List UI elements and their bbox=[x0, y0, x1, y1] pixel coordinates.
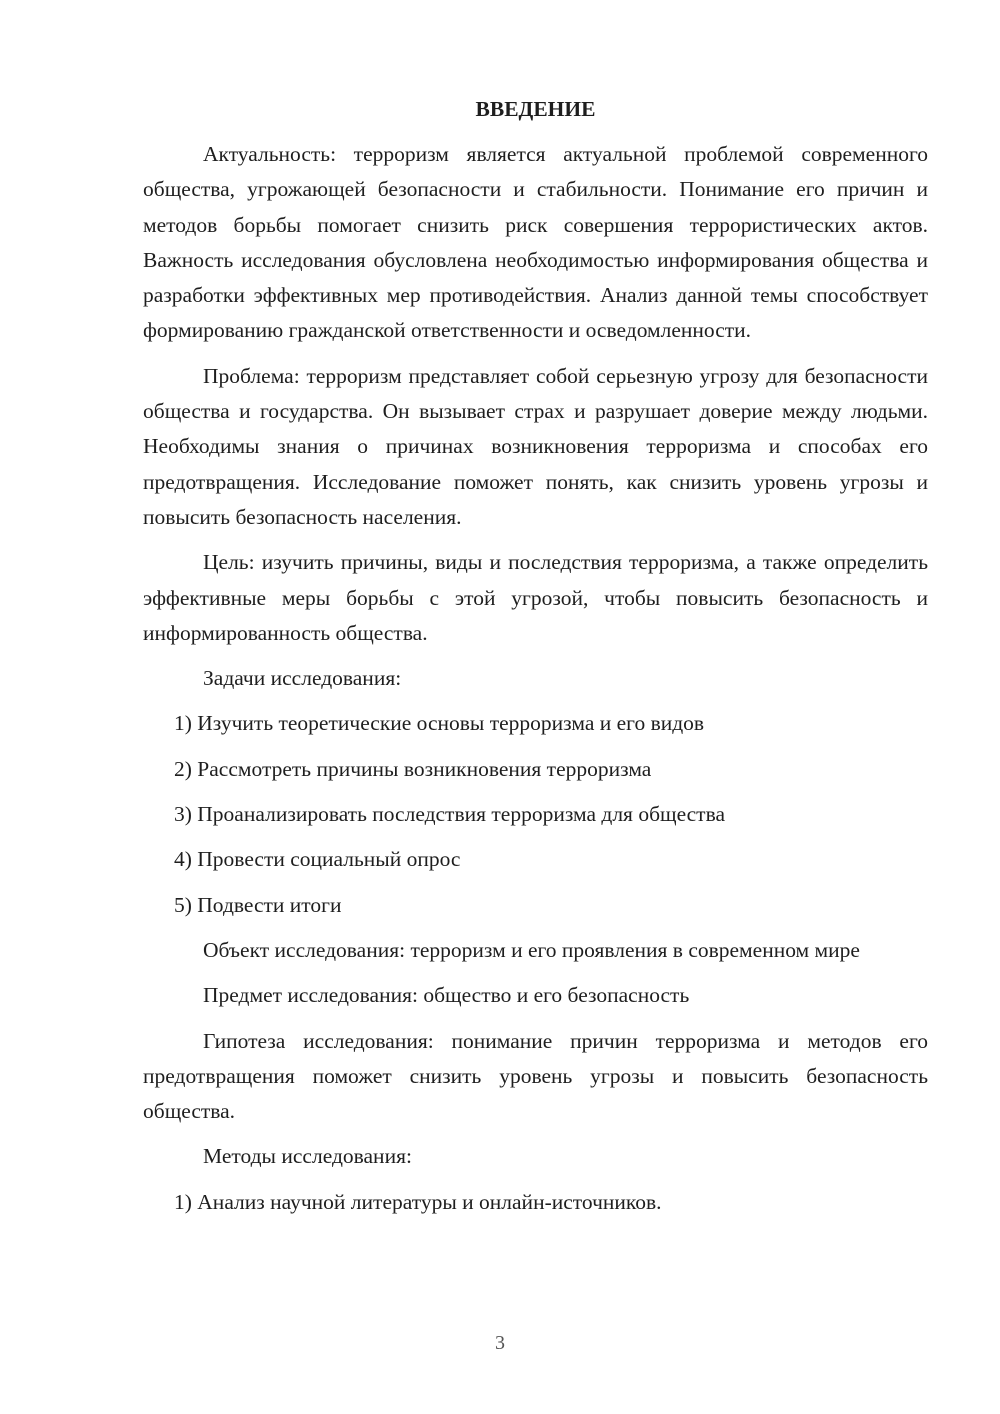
list-item: 3) Проанализировать последствия терроризма для общества bbox=[174, 802, 725, 827]
subject-paragraph: Предмет исследования: общество и его безопасность bbox=[203, 983, 690, 1008]
methods-label: Методы исследования: bbox=[203, 1144, 412, 1169]
page-number: 3 bbox=[495, 1332, 505, 1354]
list-item: 2) Рассмотреть причины возникновения терроризма bbox=[174, 756, 652, 781]
list-item: 4) Провести социальный опрос bbox=[174, 847, 461, 872]
relevance-paragraph: Актуальность: терроризм является актуальной проблемой современного общества, угрожающей безопасности и стабильности. Понимание его причин и методов борьбы помогает снизить риск совершения террористических актов. Важность исследования обусловлена необходимостью информирования общества и разработки эффективных мер противодействия. Анализ данной темы способствует формированию гражданской ответственности и осведомленности. bbox=[143, 142, 928, 343]
object-paragraph: Объект исследования: терроризм и его проявления в современном мире bbox=[203, 937, 860, 962]
methods-list bbox=[143, 1185, 928, 1220]
document-page bbox=[143, 92, 928, 1230]
hypothesis-paragraph: Гипотеза исследования: понимание причин терроризма и методов его предотвращения поможет снизить уровень угрозы и повысить безопасность общества. bbox=[143, 1028, 928, 1124]
tasks-list bbox=[143, 706, 928, 922]
list-item: 1) Изучить теоретические основы терроризма и его видов bbox=[174, 711, 705, 736]
tasks-label: Задачи исследования: bbox=[203, 666, 402, 691]
list-item: 5) Подвести итоги bbox=[174, 892, 342, 917]
goal-paragraph: Цель: изучить причины, виды и последствия терроризма, а также определить эффективные меры борьбы с этой угрозой, чтобы повысить безопасность и информированность общества. bbox=[143, 550, 928, 645]
list-item: 1) Анализ научной литературы и онлайн-источников. bbox=[174, 1189, 662, 1214]
problem-paragraph: Проблема: терроризм представляет собой серьезную угрозу для безопасности общества и государства. Он вызывает страх и разрушает доверие между людьми. Необходимы знания о причинах возникновения терроризма и способах его предотвращения. Исследование поможет понять, как снизить уровень угрозы и повысить безопасность населения. bbox=[143, 363, 928, 529]
section-title: ВВЕДЕНИЕ bbox=[475, 97, 596, 121]
